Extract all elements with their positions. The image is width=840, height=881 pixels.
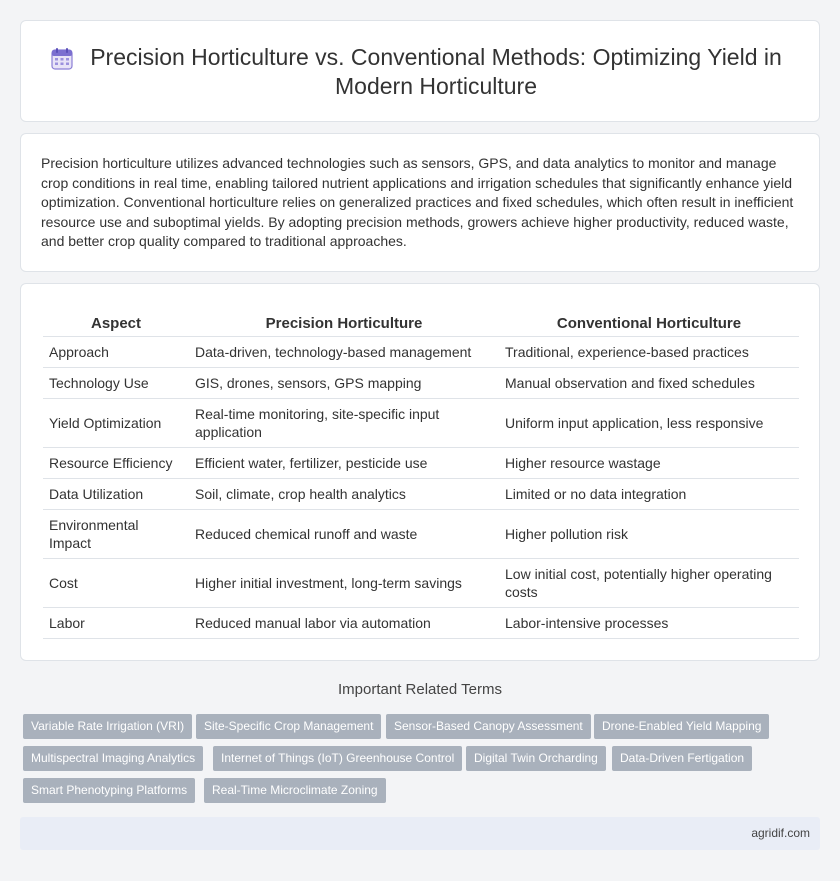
header-aspect: Aspect: [43, 314, 189, 336]
tag-link[interactable]: Multispectral Imaging Analytics: [23, 746, 203, 771]
row-precision: Reduced manual labor via automation: [189, 607, 499, 638]
table-row: [43, 367, 799, 398]
table-row: [43, 607, 799, 638]
tag-link[interactable]: Site-Specific Crop Management: [196, 714, 381, 739]
tag-link[interactable]: Real-Time Microclimate Zoning: [204, 778, 386, 803]
row-precision: Data-driven, technology-based management: [189, 336, 499, 367]
row-aspect: Approach: [43, 336, 189, 367]
tag-link[interactable]: Sensor-Based Canopy Assessment: [386, 714, 591, 739]
row-precision: Efficient water, fertilizer, pesticide use: [189, 447, 499, 478]
row-conventional: Labor-intensive processes: [499, 607, 799, 638]
header-conventional: Conventional Horticulture: [499, 314, 799, 336]
row-conventional: Limited or no data integration: [499, 478, 799, 509]
tag-link[interactable]: Drone-Enabled Yield Mapping: [594, 714, 769, 739]
tag-link[interactable]: Internet of Things (IoT) Greenhouse Control: [213, 746, 462, 771]
table-row: [43, 558, 799, 607]
table-row: [43, 398, 799, 447]
row-aspect: Data Utilization: [43, 478, 189, 509]
footer-site[interactable]: agridif.com: [751, 826, 810, 840]
intro-card: [20, 133, 820, 272]
row-precision: Real-time monitoring, site-specific input application: [189, 398, 499, 447]
table-row: [43, 478, 799, 509]
row-precision: GIS, drones, sensors, GPS mapping: [189, 367, 499, 398]
table-row: [43, 336, 799, 367]
row-aspect: Yield Optimization: [43, 398, 189, 447]
row-conventional: Higher pollution risk: [499, 509, 799, 558]
table-header-row: [43, 314, 799, 336]
table-row: [43, 509, 799, 558]
row-aspect: Resource Efficiency: [43, 447, 189, 478]
row-aspect: Environmental Impact: [43, 509, 189, 558]
tag-link[interactable]: Variable Rate Irrigation (VRI): [23, 714, 192, 739]
page-title: Precision Horticulture vs. Conventional Methods: Optimizing Yield in Modern Horticulture: [90, 44, 782, 99]
tag-link[interactable]: Data-Driven Fertigation: [612, 746, 752, 771]
row-conventional: Uniform input application, less responsive: [499, 398, 799, 447]
row-aspect: Cost: [43, 558, 189, 607]
footer: [20, 817, 820, 850]
comparison-table-card: [20, 283, 820, 661]
related-terms-title: Important Related Terms: [338, 681, 502, 698]
tag-link[interactable]: Digital Twin Orcharding: [466, 746, 606, 771]
row-conventional: Higher resource wastage: [499, 447, 799, 478]
row-precision: Higher initial investment, long-term savings: [189, 558, 499, 607]
row-aspect: Labor: [43, 607, 189, 638]
row-aspect: Technology Use: [43, 367, 189, 398]
row-conventional: Manual observation and fixed schedules: [499, 367, 799, 398]
title-card: [20, 20, 820, 122]
tag-link[interactable]: Smart Phenotyping Platforms: [23, 778, 195, 803]
row-precision: Soil, climate, crop health analytics: [189, 478, 499, 509]
header-precision: Precision Horticulture: [189, 314, 499, 336]
table-row: [43, 447, 799, 478]
comparison-table: [43, 314, 799, 639]
row-conventional: Traditional, experience-based practices: [499, 336, 799, 367]
row-precision: Reduced chemical runoff and waste: [189, 509, 499, 558]
row-conventional: Low initial cost, potentially higher operating costs: [499, 558, 799, 607]
intro-paragraph: Precision horticulture utilizes advanced technologies such as sensors, GPS, and data analytics to monitor and manage crop conditions in real time, enabling tailored nutrient applications and irrigation schedules that significantly enhance yield optimization. Conventional horticulture relies on generalized practices and fixed schedules, which often result in inefficient resource use and suboptimal yields. By adopting precision methods, growers achieve higher productivity, reduced waste, and better crop quality compared to traditional approaches.: [41, 155, 794, 249]
